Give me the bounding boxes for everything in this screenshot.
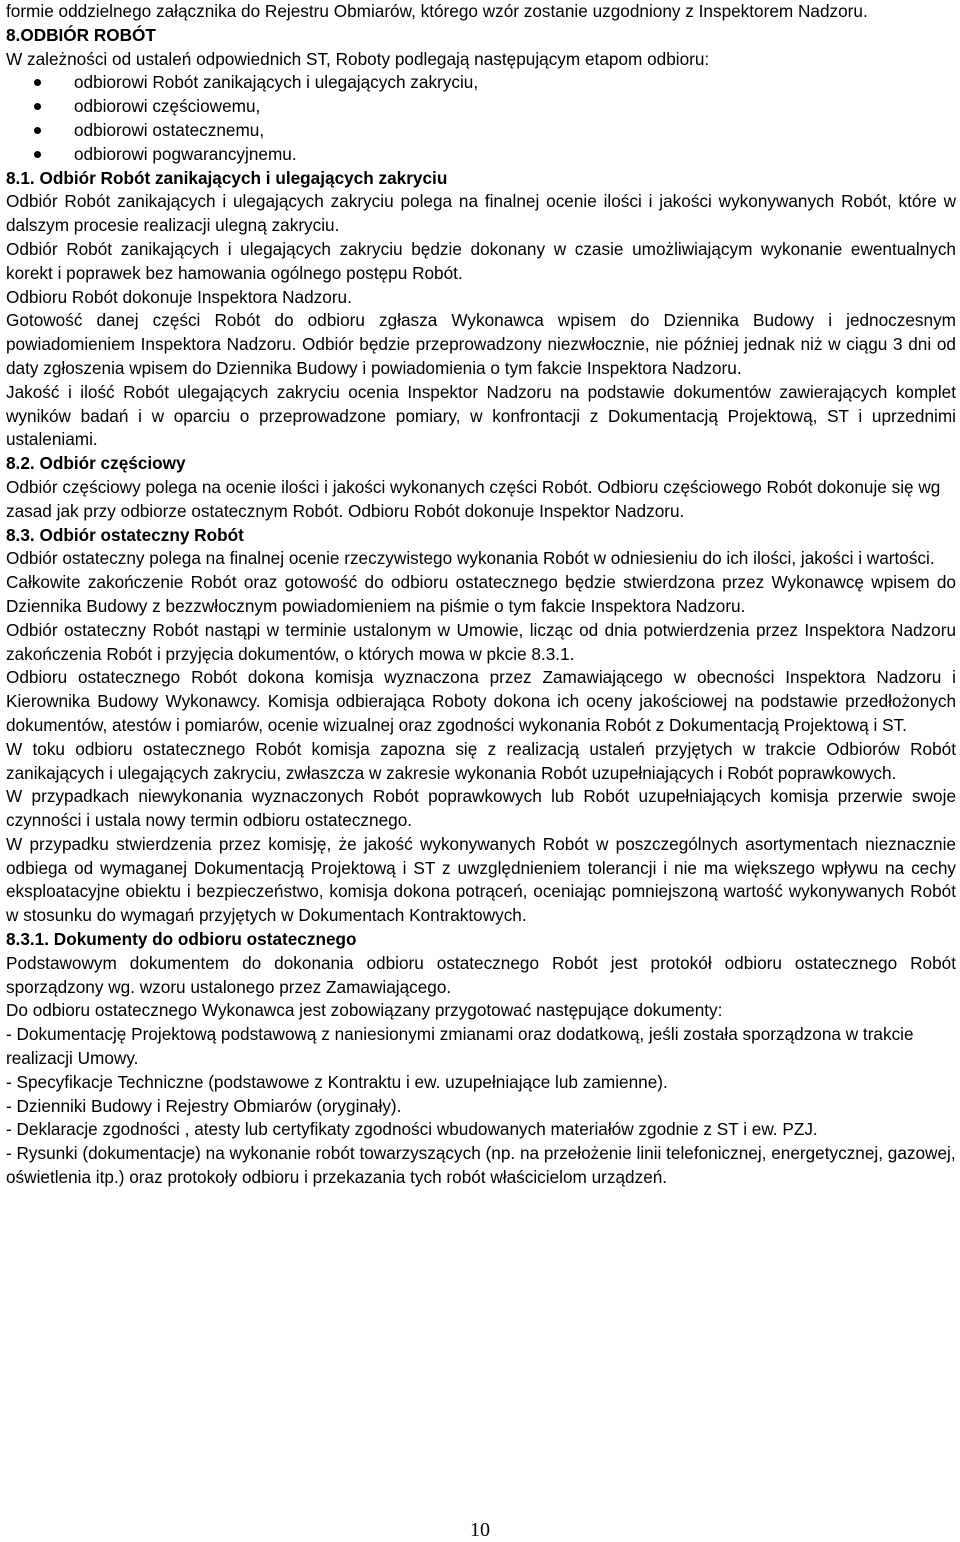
- paragraph: Odbiór częściowy polega na ocenie ilości i jakości wykonanych części Robót. Odbioru częściowego Robót dokonuje się wg zasad jak przy odbiorze ostatecznym Robót. Odbioru Robót dokonuje Inspektor Nadzoru.: [6, 476, 941, 521]
- list-item: odbiorowi ostatecznemu,: [6, 119, 956, 143]
- paragraph: W toku odbioru ostatecznego Robót komisja zapozna się z realizacją ustaleń przyjętych w trakcie Odbiorów Robót zanikających i ulegających zakryciu, zwłaszcza w zakresie wykonania Robót uzupełniających i Robót poprawkowych.: [6, 738, 956, 783]
- list-item: odbiorowi Robót zanikających i ulegających zakryciu,: [6, 71, 956, 95]
- paragraph: Całkowite zakończenie Robót oraz gotowość do odbioru ostatecznego będzie stwierdzona przez Wykonawcę wpisem do Dziennika Budowy z bezzwłocznym powiadomieniem na piśmie o tym fakcie Inspektora Nadzoru.: [6, 572, 956, 616]
- paragraph: Jakość i ilość Robót ulegających zakryciu ocenia Inspektor Nadzoru na podstawie dokumentów zawierających komplet wyników badań i w oparciu o przeprowadzone pomiary, w konfrontacji z Dokumentacją Projektową, ST i uprzednimi ustaleniami.: [6, 381, 956, 450]
- document-list-item: - Specyfikacje Techniczne (podstawowe z Kontraktu i ew. uzupełniające lub zamienne).: [6, 1071, 668, 1092]
- section-number: 8.3.1.: [6, 929, 50, 950]
- intro-continuation: formie oddzielnego załącznika do Rejestru Obmiarów, którego wzór zostanie uzgodniony z Inspektorem Nadzoru.: [6, 1, 868, 21]
- paragraph: Odbioru ostatecznego Robót dokona komisja wyznaczona przez Zamawiającego w obecności Inspektora Nadzoru i Kierownika Budowy Wykonawcy. Komisja odbierająca Roboty dokona ich oceny jakościowej na podstawie przedłożonych dokumentów, atestów i pomiarów, ocenie wizualnej oraz zgodności wykonania Robót z Dokumentacją Projektową i ST.: [6, 667, 956, 735]
- section-number: 8.2.: [6, 453, 35, 474]
- document-list-item: - Dzienniki Budowy i Rejestry Obmiarów (oryginały).: [6, 1095, 402, 1116]
- section-title: Odbiór ostateczny Robót: [39, 524, 244, 545]
- section-8-3-1-heading: [6, 928, 956, 952]
- list-item: odbiorowi pogwarancyjnemu.: [6, 143, 956, 167]
- document-list-item: - Rysunki (dokumentacje) na wykonanie robót towarzyszących (np. na przełożenie linii telefonicznej, energetycznej, gazowej, oświetlenia itp.) oraz protokoły odbioru i przekazania tych robót właścicielom urządzeń.: [6, 1143, 956, 1188]
- paragraph: W przypadkach niewykonania wyznaczonych Robót poprawkowych lub Robót uzupełniających komisja przerwie swoje czynności i ustala nowy termin odbioru ostatecznego.: [6, 786, 956, 831]
- document-list-item: - Dokumentację Projektową podstawową z naniesionymi zmianami oraz dodatkową, jeśli została sporządzona w trakcie realizacji Umowy.: [6, 1024, 914, 1069]
- document-page: [6, 0, 956, 1190]
- section-8-heading: 8.ODBIÓR ROBÓT: [6, 24, 156, 45]
- paragraph: Odbioru Robót dokonuje Inspektora Nadzoru.: [6, 286, 352, 307]
- paragraph: W przypadku stwierdzenia przez komisję, że jakość wykonywanych Robót w poszczególnych asortymentach nieznacznie odbiega od wymaganej Dokumentacją Projektową i ST z uwzględnieniem tolerancji i nie ma większego wpływu na cechy eksploatacyjne obiektu i bezpieczeństwo, komisja dokona potrąceń, oceniając pomniejszoną wartość wykonywanych Robót w stosunku do wymagań przyjętych w Dokumentach Kontraktowych.: [6, 833, 956, 926]
- list-item: odbiorowi częściowemu,: [6, 95, 956, 119]
- section-8-2-heading: [6, 452, 956, 476]
- section-8-lead: W zależności od ustaleń odpowiednich ST, Roboty podlegają następującym etapom odbioru:: [6, 48, 710, 69]
- paragraph: Podstawowym dokumentem do dokonania odbioru ostatecznego Robót jest protokół odbioru ostatecznego Robót sporządzony wg. wzoru ustalonego przez Zamawiającego.: [6, 952, 956, 997]
- paragraph: Odbiór Robót zanikających i ulegających zakryciu polega na finalnej ocenie ilości i jakości wykonywanych Robót, które w dalszym procesie realizacji ulegną zakryciu.: [6, 191, 956, 236]
- section-8-3-heading: [6, 524, 956, 548]
- section-number: 8.3.: [6, 524, 35, 545]
- paragraph: Gotowość danej części Robót do odbioru zgłasza Wykonawca wpisem do Dziennika Budowy i jednoczesnym powiadomieniem Inspektora Nadzoru. Odbiór będzie przeprowadzony niezwłocznie, nie później jednak niż w ciągu 3 dni od daty zgłoszenia wpisem do Dziennika Budowy i powiadomienia o tym fakcie Inspektora Nadzoru.: [6, 310, 956, 378]
- section-title: Dokumenty do odbioru ostatecznego: [53, 929, 357, 950]
- acceptance-stages-list: [6, 71, 956, 166]
- page-number: 10: [470, 1519, 490, 1541]
- paragraph: Odbiór ostateczny Robót nastąpi w terminie ustalonym w Umowie, licząc od dnia potwierdzenia przez Inspektora Nadzoru zakończenia Robót i przyjęcia dokumentów, o których mowa w pkcie 8.3.1.: [6, 619, 956, 664]
- paragraph: Odbiór Robót zanikających i ulegających zakryciu będzie dokonany w czasie umożliwiającym wykonanie ewentualnych korekt i poprawek bez hamowania ogólnego postępu Robót.: [6, 238, 956, 283]
- section-number: 8.1.: [6, 167, 35, 188]
- section-8-1-heading: [6, 167, 956, 191]
- paragraph: Do odbioru ostatecznego Wykonawca jest zobowiązany przygotować następujące dokumenty:: [6, 1000, 723, 1021]
- section-title: Odbiór Robót zanikających i ulegających zakryciu: [39, 167, 448, 188]
- paragraph: Odbiór ostateczny polega na finalnej ocenie rzeczywistego wykonania Robót w odniesieniu do ich ilości, jakości i wartości.: [6, 548, 935, 569]
- document-list-item: - Deklaracje zgodności , atesty lub certyfikaty zgodności wbudowanych materiałów zgodnie z ST i ew. PZJ.: [6, 1119, 818, 1140]
- section-title: Odbiór częściowy: [39, 453, 186, 474]
